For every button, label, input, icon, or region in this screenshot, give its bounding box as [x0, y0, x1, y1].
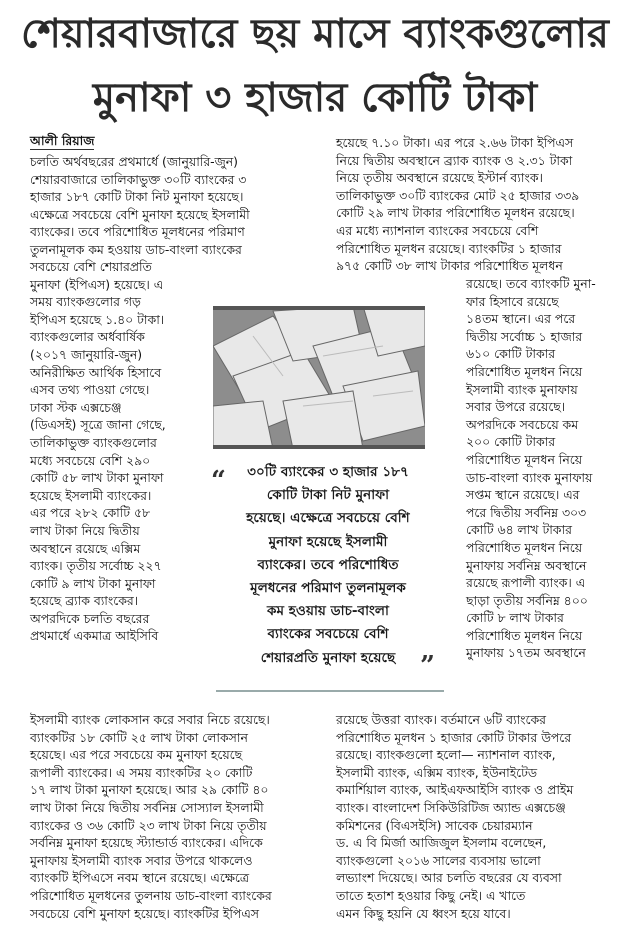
quote-open-mark: “	[211, 466, 226, 496]
pull-quote-rule	[216, 690, 444, 692]
column-1-intro: চলতি অর্থবছরের প্রথমার্ধে (জানুয়ারি-জুন) শেয়ারবাজারে তালিকাভুক্ত ৩০টি ব্যাংকের ৩ হাজার ১৮৭ কোটি টাকা নিট মুনাফা হয়েছে। এক্ষেত্রে সবচেয়ে বেশি মুনাফা হয়েছে ইসলামী ব্যাংকের। তবে পরিশোধিত মূলধনের পরিমাণ তুলনামূলক কম হওয়ায় ডাচ-বাংলা ব্যাংকের	[30, 154, 250, 257]
pull-quote	[213, 461, 443, 671]
banknotes-illustration	[213, 306, 425, 449]
byline: আলী রিয়াজ	[30, 133, 95, 148]
pull-quote-text: ৩০টি ব্যাংকের ৩ হাজার ১৮৭ কোটি টাকা নিট মুনাফা হয়েছে। এক্ষেত্রে সবচেয়ে বেশি মুনাফা হয়েছে ইসলামী ব্যাংকের। তবে পরিশোধিত মূলধনের পরিমাণ তুলনামূলক কম হওয়ায় ডাচ-বাংলা ব্যাংকের সবচেয়ে বেশি শেয়ারপ্রতি মুনাফা হয়েছে	[246, 464, 410, 666]
quote-close-mark: ”	[420, 651, 435, 681]
column-2-continued: রয়েছে উত্তরা ব্যাংক। বর্তমানে ৬টি ব্যাংকের পরিশোধিত মূলধন ১ হাজার কোটি টাকার উপরে রয়েছে। ব্যাংকগুলো হলো— ন্যাশনাল ব্যাংক, ইসলামী ব্যাংক, এক্সিম ব্যাংক, ইউনাইটেড কমার্শিয়াল ব্যাংক, আইএফআইসি ব্যাংক ও প্রাইম ব্যাংক। বাংলাদেশ সিকিউরিটিজ অ্যান্ড এক্সচেঞ্জ কমিশনের (বিএসইসি) সাবেক চেয়ারম্যান ড. এ বি মির্জা আজিজুল ইসলাম বলেছেন, ব্যাংকগুলো ২০১৬ সালের ব্যবসায় ভালো লভ্যাংশ দিয়েছে। আর চলতি বছরের যে ব্যবসা তাতে হতাশ হওয়ার কিছু নেই। এ খাতে এমন কিছু হয়নি যে ধ্বংস হয়ে যাবে।	[336, 712, 574, 921]
column-2-intro: হয়েছে ৭.১০ টাকা। এর পরে ২.৬৬ টাকা ইপিএস নিয়ে দ্বিতীয় অবস্থানে ব্র্যাক ব্যাংক ও ২.৩১ টাকা নিয়ে তৃতীয় অবস্থানে রয়েছে ইস্টার্ন ব্যাংক। তালিকাভুক্ত ৩০টি ব্যাংকের মোট ২৫ হাজার ৩৩৯ কোটি ২৯ লাখ টাকার পরিশোধিত মূলধন রয়েছে। এর মধ্যে ন্যাশনাল ব্যাংকের সবচেয়ে বেশি পরিশোধিত মূলধন রয়েছে। ব্যাংকটির ১ হাজার ৯৭৫ কোটি ৩৮ লাখ টাকার পরিশোধিত মূলধন	[336, 135, 580, 274]
headline-line-2: মুনাফা ৩ হাজার কোটি টাকা	[92, 75, 538, 121]
column-1-narrow: সবচেয়ে বেশি শেয়ারপ্রতি মুনাফা (ইপিএস) হয়েছে। এ সময় ব্যাংকগুলোর গড় ইপিএস হয়েছে ১.৪০ টাকা। ব্যাংকগুলোর অর্ধবার্ষিক (২০১৭ জানুয়ারি-জুন) অনিরীক্ষিত আর্থিক হিসাবে এসব তথ্য পাওয়া গেছে। ঢাকা স্টক এক্সচেঞ্জ (ডিএসই) সূত্রে জানা গেছে, তালিকাভুক্ত ব্যাংকগুলোর মধ্যে সবচেয়ে বেশি ২৯০ কোটি ৫৮ লাখ টাকা মুনাফা হয়েছে ইসলামী ব্যাংকের। এর পরে ২৮২ কোটি ৫৮ লাখ টাকা নিয়ে দ্বিতীয় অবস্থানে রয়েছে এক্সিম ব্যাংক। তৃতীয় সর্বোচ্চ ২২৭ কোটি ৯ লাখ টাকা মুনাফা হয়েছে ব্র্যাক ব্যাংকের। অপরদিকে চলতি বছরের প্রথমার্ধে একমাত্র আইসিবি	[30, 259, 166, 644]
headline-line-1: শেয়ারবাজারে ছয় মাসে ব্যাংকগুলোর	[21, 11, 609, 57]
banknotes-photo	[213, 306, 425, 449]
column-2-narrow: রয়েছে। তবে ব্যাংকটি মুনা- ফার হিসাবে রয়েছে ১৪তম স্থানে। এর পরে দ্বিতীয় সর্বোচ্চ ১ হাজার ৬১০ কোটি টাকার পরিশোধিত মূলধন নিয়ে ইসলামী ব্যাংক মুনাফায় সবার উপরে রয়েছে। অপরদিকে সবচেয়ে কম ২০০ কোটি টাকার পরিশোধিত মূলধন নিয়ে ডাচ-বাংলা ব্যাংক মুনাফায় সপ্তম স্থানে রয়েছে। এর পরে দ্বিতীয় সর্বনিম্ন ৩০৩ কোটি ৬৪ লাখ টাকার পরিশোধিত মূলধন নিয়ে মুনাফায় সর্বনিম্ন অবস্থানে রয়েছে রূপালী ব্যাংক। এ ছাড়া তৃতীয় সর্বনিম্ন ৪০০ কোটি ৮ লাখ টাকার পরিশোধিত মূলধন নিয়ে মুনাফায় ১৭তম অবস্থানে	[466, 276, 596, 661]
column-1-continued: ইসলামী ব্যাংক লোকসান করে সবার নিচে রয়েছে। ব্যাংকটির ১৮ কোটি ২৫ লাখ টাকা লোকসান হয়েছে। এর পরে সবচেয়ে কম মুনাফা হয়েছে রূপালী ব্যাংকের। এ সময় ব্যাংকটির ২০ কোটি ১৭ লাখ টাকা মুনাফা হয়েছে। আর ২৯ কোটি ৪০ লাখ টাকা নিয়ে দ্বিতীয় সর্বনিম্ন সোস্যাল ইসলামী ব্যাংকের ও ৩৬ কোটি ২৩ লাখ টাকা নিয়ে তৃতীয় সর্বনিম্ন মুনাফা হয়েছে স্ট্যান্ডার্ড ব্যাংকের। এদিকে মুনাফায় ইসলামী ব্যাংক সবার উপরে থাকলেও ব্যাংকটি ইপিএসে নবম স্থানে রয়েছে। এক্ষেত্রে পরিশোধিত মূলধনের তুলনায় ডাচ-বাংলা ব্যাংকের সবচেয়ে বেশি মুনাফা হয়েছে। ব্যাংকটির ইপিএস	[30, 712, 272, 921]
